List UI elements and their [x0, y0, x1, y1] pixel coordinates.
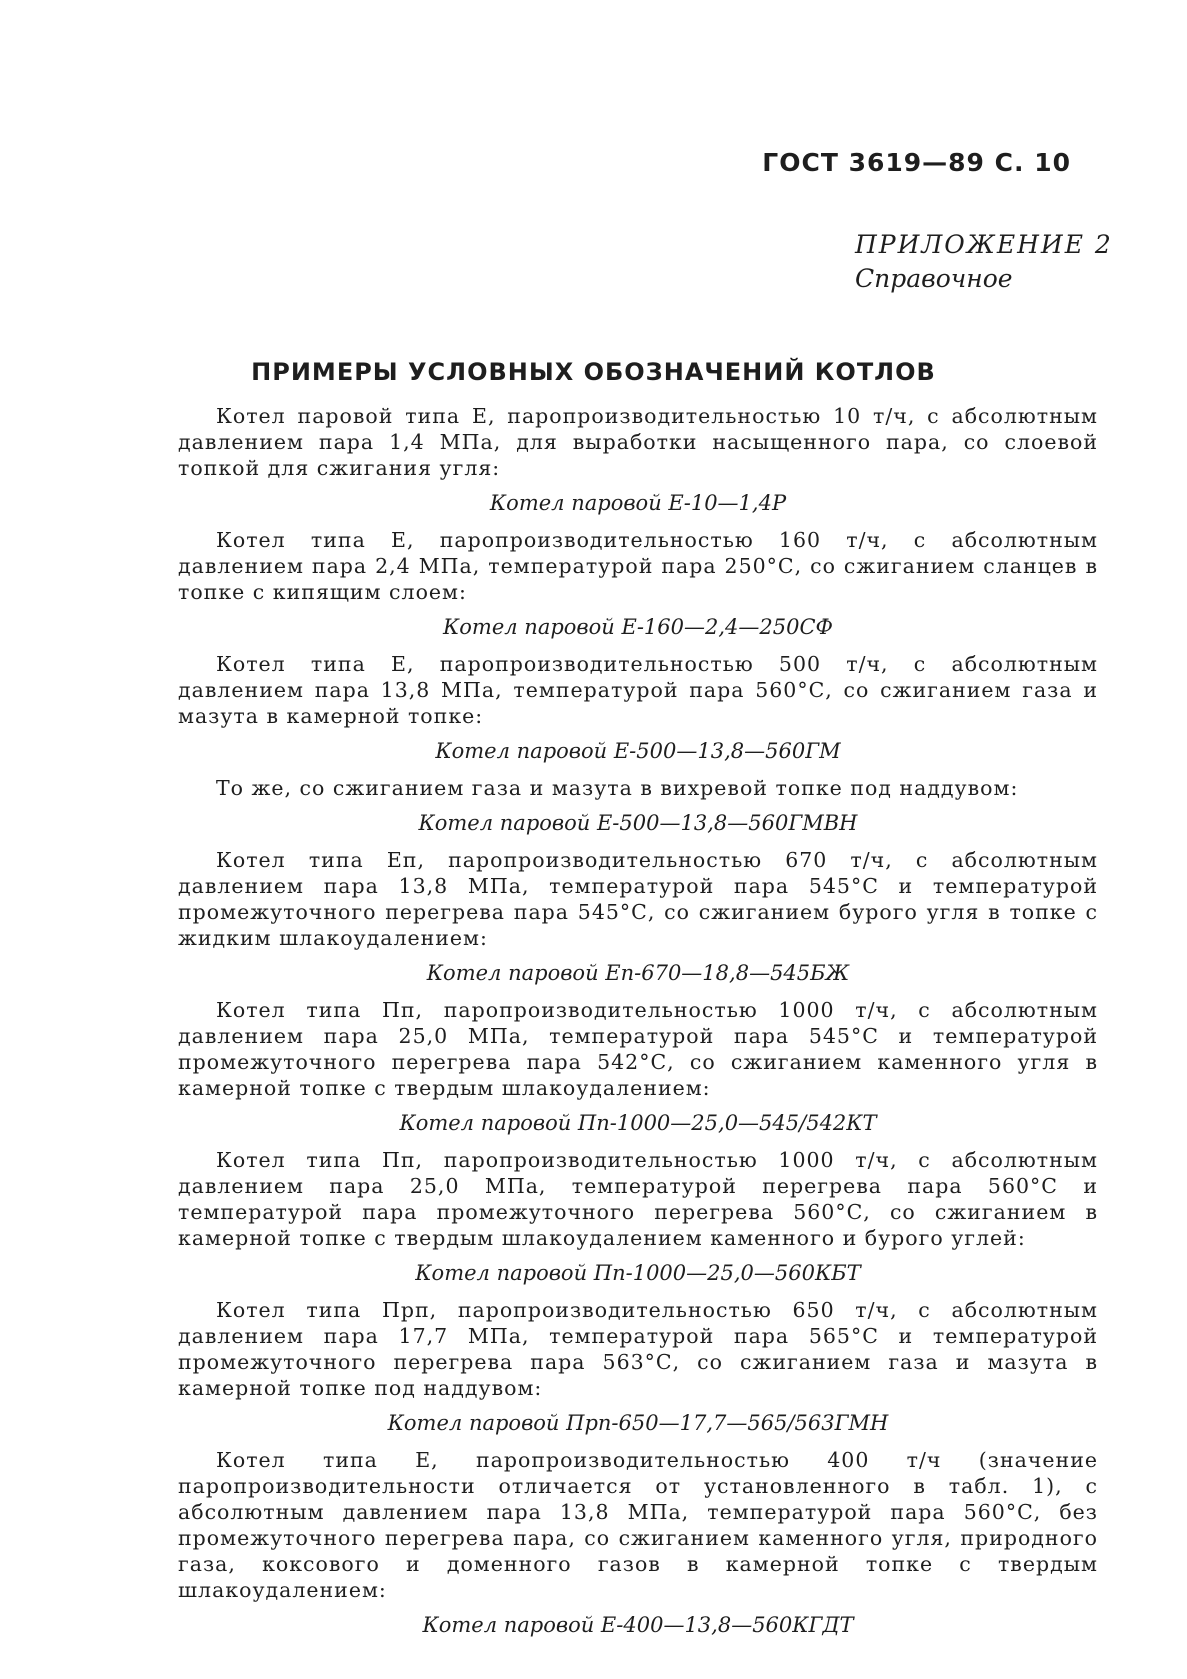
example-text: Котел типа Прп, паропроизводительностью 650 т/ч, с абсолютным давлением пара 17,7 МПа, температурой пара 565°С и температурой промежуточного перегрева пара 563°С, со сжиганием газа и мазута в камерной топке под наддувом:	[178, 1298, 1098, 1400]
example-designation: Котел паровой Пп-1000—25,0—545/542КТ	[399, 1111, 877, 1135]
gost-page-header: ГОСТ 3619—89 С. 10	[762, 148, 1071, 177]
example-text: То же, со сжиганием газа и мазута в вихревой топке под наддувом:	[216, 776, 1019, 800]
example-designation: Котел паровой Пп-1000—25,0—560КБТ	[415, 1261, 861, 1285]
example-designation: Котел паровой Е-160—2,4—250СФ	[443, 615, 833, 639]
examples-list	[178, 403, 1098, 1649]
example-designation: Котел паровой Е-500—13,8—560ГМ	[435, 739, 841, 763]
appendix-title: ПРИЛОЖЕНИЕ 2	[855, 230, 1113, 259]
appendix-subtitle: Справочное	[855, 264, 1013, 293]
example-text: Котел типа Пп, паропроизводительностью 1000 т/ч, с абсолютным давлением пара 25,0 МПа, температурой перегрева пара 560°С и температурой пара промежуточного перегрева 560°С, со сжиганием в камерной топке с твердым шлакоудалением каменного и бурого углей:	[178, 1148, 1098, 1250]
example-designation: Котел паровой Е-10—1,4Р	[489, 491, 787, 515]
example-text: Котел типа Е, паропроизводительностью 400 т/ч (значение паропроизводительности отличается от установленного в табл. 1), с абсолютным давлением пара 13,8 МПа, температурой пара 560°С, без промежуточного перегрева пара, со сжиганием каменного угля, природного газа, коксового и доменного газов в камерной топке с твердым шлакоудалением:	[178, 1448, 1098, 1602]
example-text: Котел паровой типа Е, паропроизводительностью 10 т/ч, с абсолютным давлением пара 1,4 МПа, для выработки насыщенного пара, со слоевой топкой для сжигания угля:	[178, 404, 1098, 480]
document-title: ПРИМЕРЫ УСЛОВНЫХ ОБОЗНАЧЕНИЙ КОТЛОВ	[251, 358, 936, 386]
example-text: Котел типа Е, паропроизводительностью 160 т/ч, с абсолютным давлением пара 2,4 МПа, температурой пара 250°С, со сжиганием сланцев в топке с кипящим слоем:	[178, 528, 1098, 604]
example-text: Котел типа Еп, паропроизводительностью 670 т/ч, с абсолютным давлением пара 13,8 МПа, температурой пара 545°С и температурой промежуточного перегрева пара 545°С, со сжиганием бурого угля в топке с жидким шлакоудалением:	[178, 848, 1098, 950]
example-designation: Котел паровой Е-500—13,8—560ГМВН	[418, 811, 858, 835]
example-designation: Котел паровой Е-400—13,8—560КГДТ	[422, 1613, 854, 1637]
example-designation: Котел паровой Прп-650—17,7—565/563ГМН	[387, 1411, 889, 1435]
example-designation: Котел паровой Еп-670—18,8—545БЖ	[426, 961, 850, 985]
example-text: Котел типа Е, паропроизводительностью 500 т/ч, с абсолютным давлением пара 13,8 МПа, температурой пара 560°С, со сжиганием газа и мазута в камерной топке:	[178, 652, 1098, 728]
appendix-block	[855, 228, 1113, 296]
example-text: Котел типа Пп, паропроизводительностью 1000 т/ч, с абсолютным давлением пара 25,0 МПа, температурой пара 545°С и температурой промежуточного перегрева пара 542°С, со сжиганием каменного угля в камерной топке с твердым шлакоудалением:	[178, 998, 1098, 1100]
